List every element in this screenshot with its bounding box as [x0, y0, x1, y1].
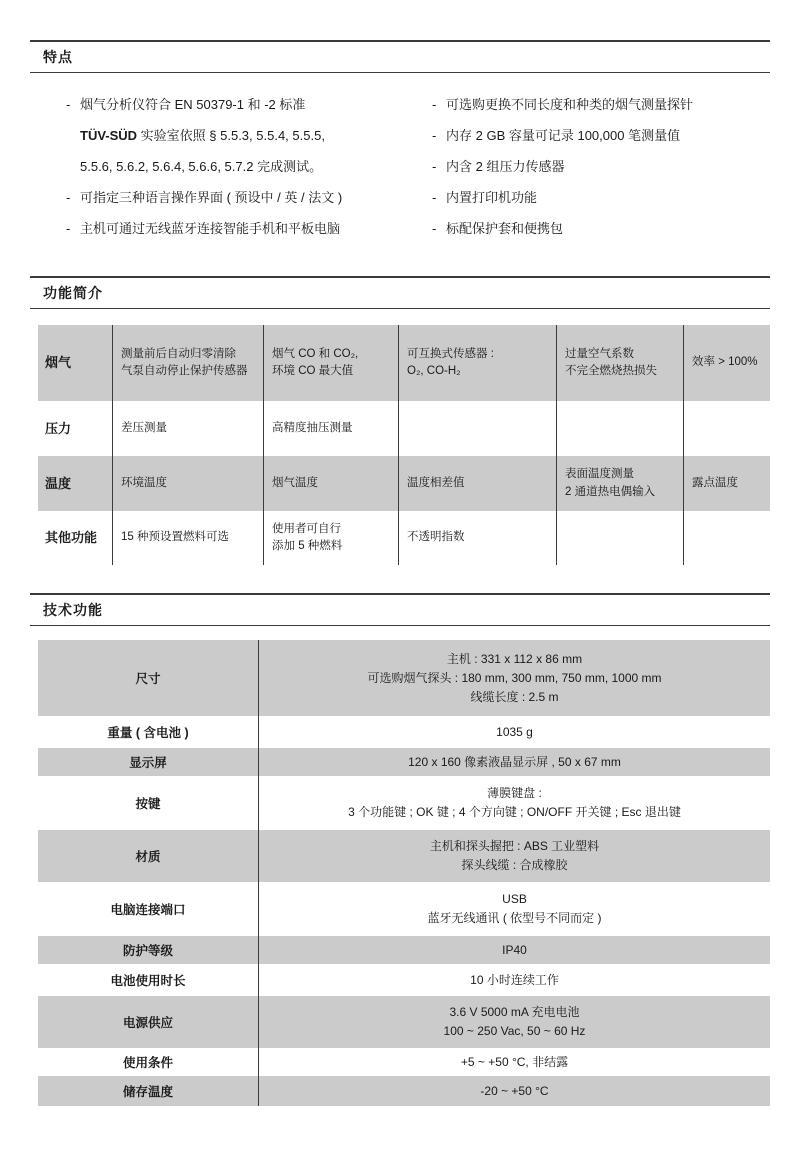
table-row: [38, 456, 770, 511]
feature-line: 烟气分析仪符合 EN 50379-1 和 -2 标准: [80, 97, 306, 112]
feature-text: 可选购更换不同长度和种类的烟气测量探针: [446, 97, 694, 112]
section-title-functions: [30, 276, 770, 309]
cell-line: 10 小时连续工作: [470, 972, 559, 987]
table-cell: [263, 325, 398, 401]
feature-item: [432, 120, 770, 151]
table-cell: [683, 511, 770, 565]
feature-text: 内存 2 GB 容量可记录 100,000 笔测量值: [446, 128, 681, 143]
cell-line: 测量前后自动归零清除: [121, 347, 236, 360]
table-cell: [258, 1076, 770, 1106]
table-cell: [556, 511, 683, 565]
row-label: 材质: [135, 850, 161, 864]
row-label: [38, 456, 112, 511]
feature-line: 5.5.6, 5.6.2, 5.6.4, 5.6.6, 5.7.2 完成测试。: [80, 159, 323, 174]
feature-text: 主机可通过无线蓝牙连接智能手机和平板电脑: [80, 221, 341, 236]
feature-item: [66, 213, 432, 244]
table-row: [38, 996, 770, 1048]
table-row: [38, 1076, 770, 1106]
bullet-dash: -: [66, 221, 71, 236]
features-column-left: [66, 89, 432, 244]
cell-line: USB: [502, 892, 527, 906]
table-row: [38, 401, 770, 456]
cell-line: 可选购烟气探头 : 180 mm, 300 mm, 750 mm, 1000 mm: [367, 670, 662, 685]
cell-line: 3 个功能键 ; OK 键 ; 4 个方向键 ; ON/OFF 开关键 ; Esc 退出键: [348, 805, 681, 819]
section-title-features: [30, 40, 770, 73]
cell-line: 蓝牙无线通讯 ( 依型号不同而定 ): [427, 911, 602, 925]
table-cell: [683, 325, 770, 401]
cell-line: 烟气: [45, 355, 72, 371]
row-label: 储存温度: [122, 1085, 173, 1099]
table-row: [38, 964, 770, 996]
cell-line: 温度: [45, 475, 72, 491]
table-cell: [398, 401, 556, 456]
table-cell: [258, 996, 770, 1048]
feature-item: [66, 89, 432, 182]
table-row: [38, 830, 770, 882]
cell-line: 不完全燃烧热损失: [565, 365, 657, 377]
feature-item: [432, 89, 770, 120]
table-cell: [258, 936, 770, 964]
cell-line: O₂, CO-H₂: [407, 365, 461, 377]
cell-line: 15 种预设置燃料可选: [121, 531, 229, 544]
table-cell: [258, 964, 770, 996]
bullet-dash: -: [432, 97, 437, 112]
cell-line: 压力: [45, 420, 72, 436]
table-row: [38, 776, 770, 830]
table-cell: [112, 401, 263, 456]
row-label: 电池使用时长: [110, 974, 186, 988]
feature-item: [432, 151, 770, 182]
table-cell: [258, 640, 770, 716]
cell-line: 不透明指数: [407, 531, 465, 544]
cell-line: 烟气温度: [272, 476, 318, 489]
cell-line: 可互换式传感器 :: [407, 347, 494, 360]
feature-text: 可指定三种语言操作界面 ( 预设中 / 英 / 法文 ): [80, 190, 343, 205]
table-row: [38, 325, 770, 401]
tech-table: [38, 640, 770, 1106]
section-title-tech: [30, 593, 770, 626]
features-list: [30, 89, 770, 244]
page-content: [30, 40, 770, 1106]
table-cell: [398, 456, 556, 511]
row-label: 电源供应: [122, 1016, 173, 1030]
section-title-text: 特点: [43, 49, 73, 65]
cell-line: 环境 CO 最大值: [272, 365, 354, 377]
table-cell: [556, 401, 683, 456]
cell-line: 气泵自动停止保护传感器: [121, 365, 248, 377]
cell-line: 2 通道热电偶输入: [565, 485, 656, 498]
table-cell: [112, 325, 263, 401]
cell-line: 环境温度: [121, 476, 167, 489]
feature-item: [66, 182, 432, 213]
table-cell: [112, 511, 263, 565]
table-cell: [398, 325, 556, 401]
table-row: [38, 1048, 770, 1076]
cell-line: 使用者可自行: [272, 522, 341, 535]
cell-line: 主机 : 331 x 112 x 86 mm: [446, 651, 583, 666]
bullet-dash: -: [66, 190, 71, 205]
cell-line: 薄膜键盘 :: [487, 786, 542, 800]
table-row: [38, 748, 770, 776]
row-label: 显示屏: [129, 756, 167, 770]
cell-line: 过量空气系数: [565, 347, 634, 360]
cell-line: 露点温度: [692, 476, 738, 489]
cell-line: -20 ~ +50 °C: [480, 1083, 549, 1098]
table-cell: [263, 456, 398, 511]
cell-line: 差压测量: [121, 421, 167, 434]
feature-line: 实验室依照 § 5.5.3, 5.5.4, 5.5.5,: [137, 128, 325, 143]
cell-line: 探头线缆 : 合成橡胶: [461, 858, 568, 872]
table-cell: [258, 830, 770, 882]
section-title-text: 技术功能: [43, 602, 103, 618]
table-cell: [556, 456, 683, 511]
feature-text: 标配保护套和便携包: [446, 221, 564, 236]
features-column-right: [432, 89, 770, 244]
cell-line: 3.6 V 5000 mA 充电电池: [449, 1005, 580, 1019]
table-row: [38, 936, 770, 964]
cell-line: 表面温度测量: [565, 468, 634, 480]
cell-line: 烟气 CO 和 CO₂,: [272, 347, 359, 360]
cell-line: 其他功能: [45, 530, 98, 546]
functions-table: [38, 325, 770, 565]
feature-item: [432, 182, 770, 213]
bullet-dash: -: [432, 221, 437, 236]
cell-line: 高精度抽压测量: [272, 421, 353, 434]
row-label: [38, 401, 112, 456]
table-cell: [683, 401, 770, 456]
feature-text: [80, 89, 325, 182]
bullet-dash: -: [66, 97, 71, 112]
cell-line: 效率 > 100%: [692, 356, 758, 369]
row-label: 重量 ( 含电池 ): [107, 726, 189, 740]
table-cell: [398, 511, 556, 565]
row-label: [38, 325, 112, 401]
table-row: [38, 511, 770, 565]
table-cell: [258, 748, 770, 776]
bullet-dash: -: [432, 159, 437, 174]
table-cell: [556, 325, 683, 401]
table-row: [38, 716, 770, 748]
table-cell: [263, 401, 398, 456]
feature-text: 内含 2 组压力传感器: [446, 159, 565, 174]
row-label: 防护等级: [122, 944, 173, 958]
feature-text: 内置打印机功能: [446, 190, 538, 205]
cell-line: IP40: [502, 942, 527, 957]
row-label: 按键: [135, 797, 161, 811]
table-cell: [263, 511, 398, 565]
table-cell: [258, 716, 770, 748]
table-cell: [258, 882, 770, 936]
bullet-dash: -: [432, 190, 437, 205]
cell-line: 线缆长度 : 2.5 m: [470, 689, 559, 704]
cell-line: 100 ~ 250 Vac, 50 ~ 60 Hz: [443, 1024, 586, 1038]
table-cell: [683, 456, 770, 511]
row-label: 使用条件: [122, 1056, 173, 1070]
cell-line: 温度相差值: [407, 476, 465, 489]
table-cell: [258, 1048, 770, 1076]
row-label: 尺寸: [135, 672, 161, 686]
table-cell: [112, 456, 263, 511]
feature-line-bold: TÜV-SÜD: [80, 128, 138, 143]
cell-line: 120 x 160 像素液晶显示屏 , 50 x 67 mm: [408, 754, 621, 769]
feature-item: [432, 213, 770, 244]
table-row: [38, 882, 770, 936]
cell-line: +5 ~ +50 °C, 非结露: [460, 1054, 569, 1069]
table-row: [38, 640, 770, 716]
cell-line: 主机和探头握把 : ABS 工业塑料: [429, 839, 600, 853]
bullet-dash: -: [432, 128, 437, 143]
row-label: [38, 511, 112, 565]
cell-line: 添加 5 种燃料: [272, 540, 343, 552]
table-cell: [258, 776, 770, 830]
row-label: 电脑连接端口: [110, 903, 186, 917]
section-title-text: 功能简介: [43, 285, 103, 301]
cell-line: 1035 g: [496, 724, 533, 739]
